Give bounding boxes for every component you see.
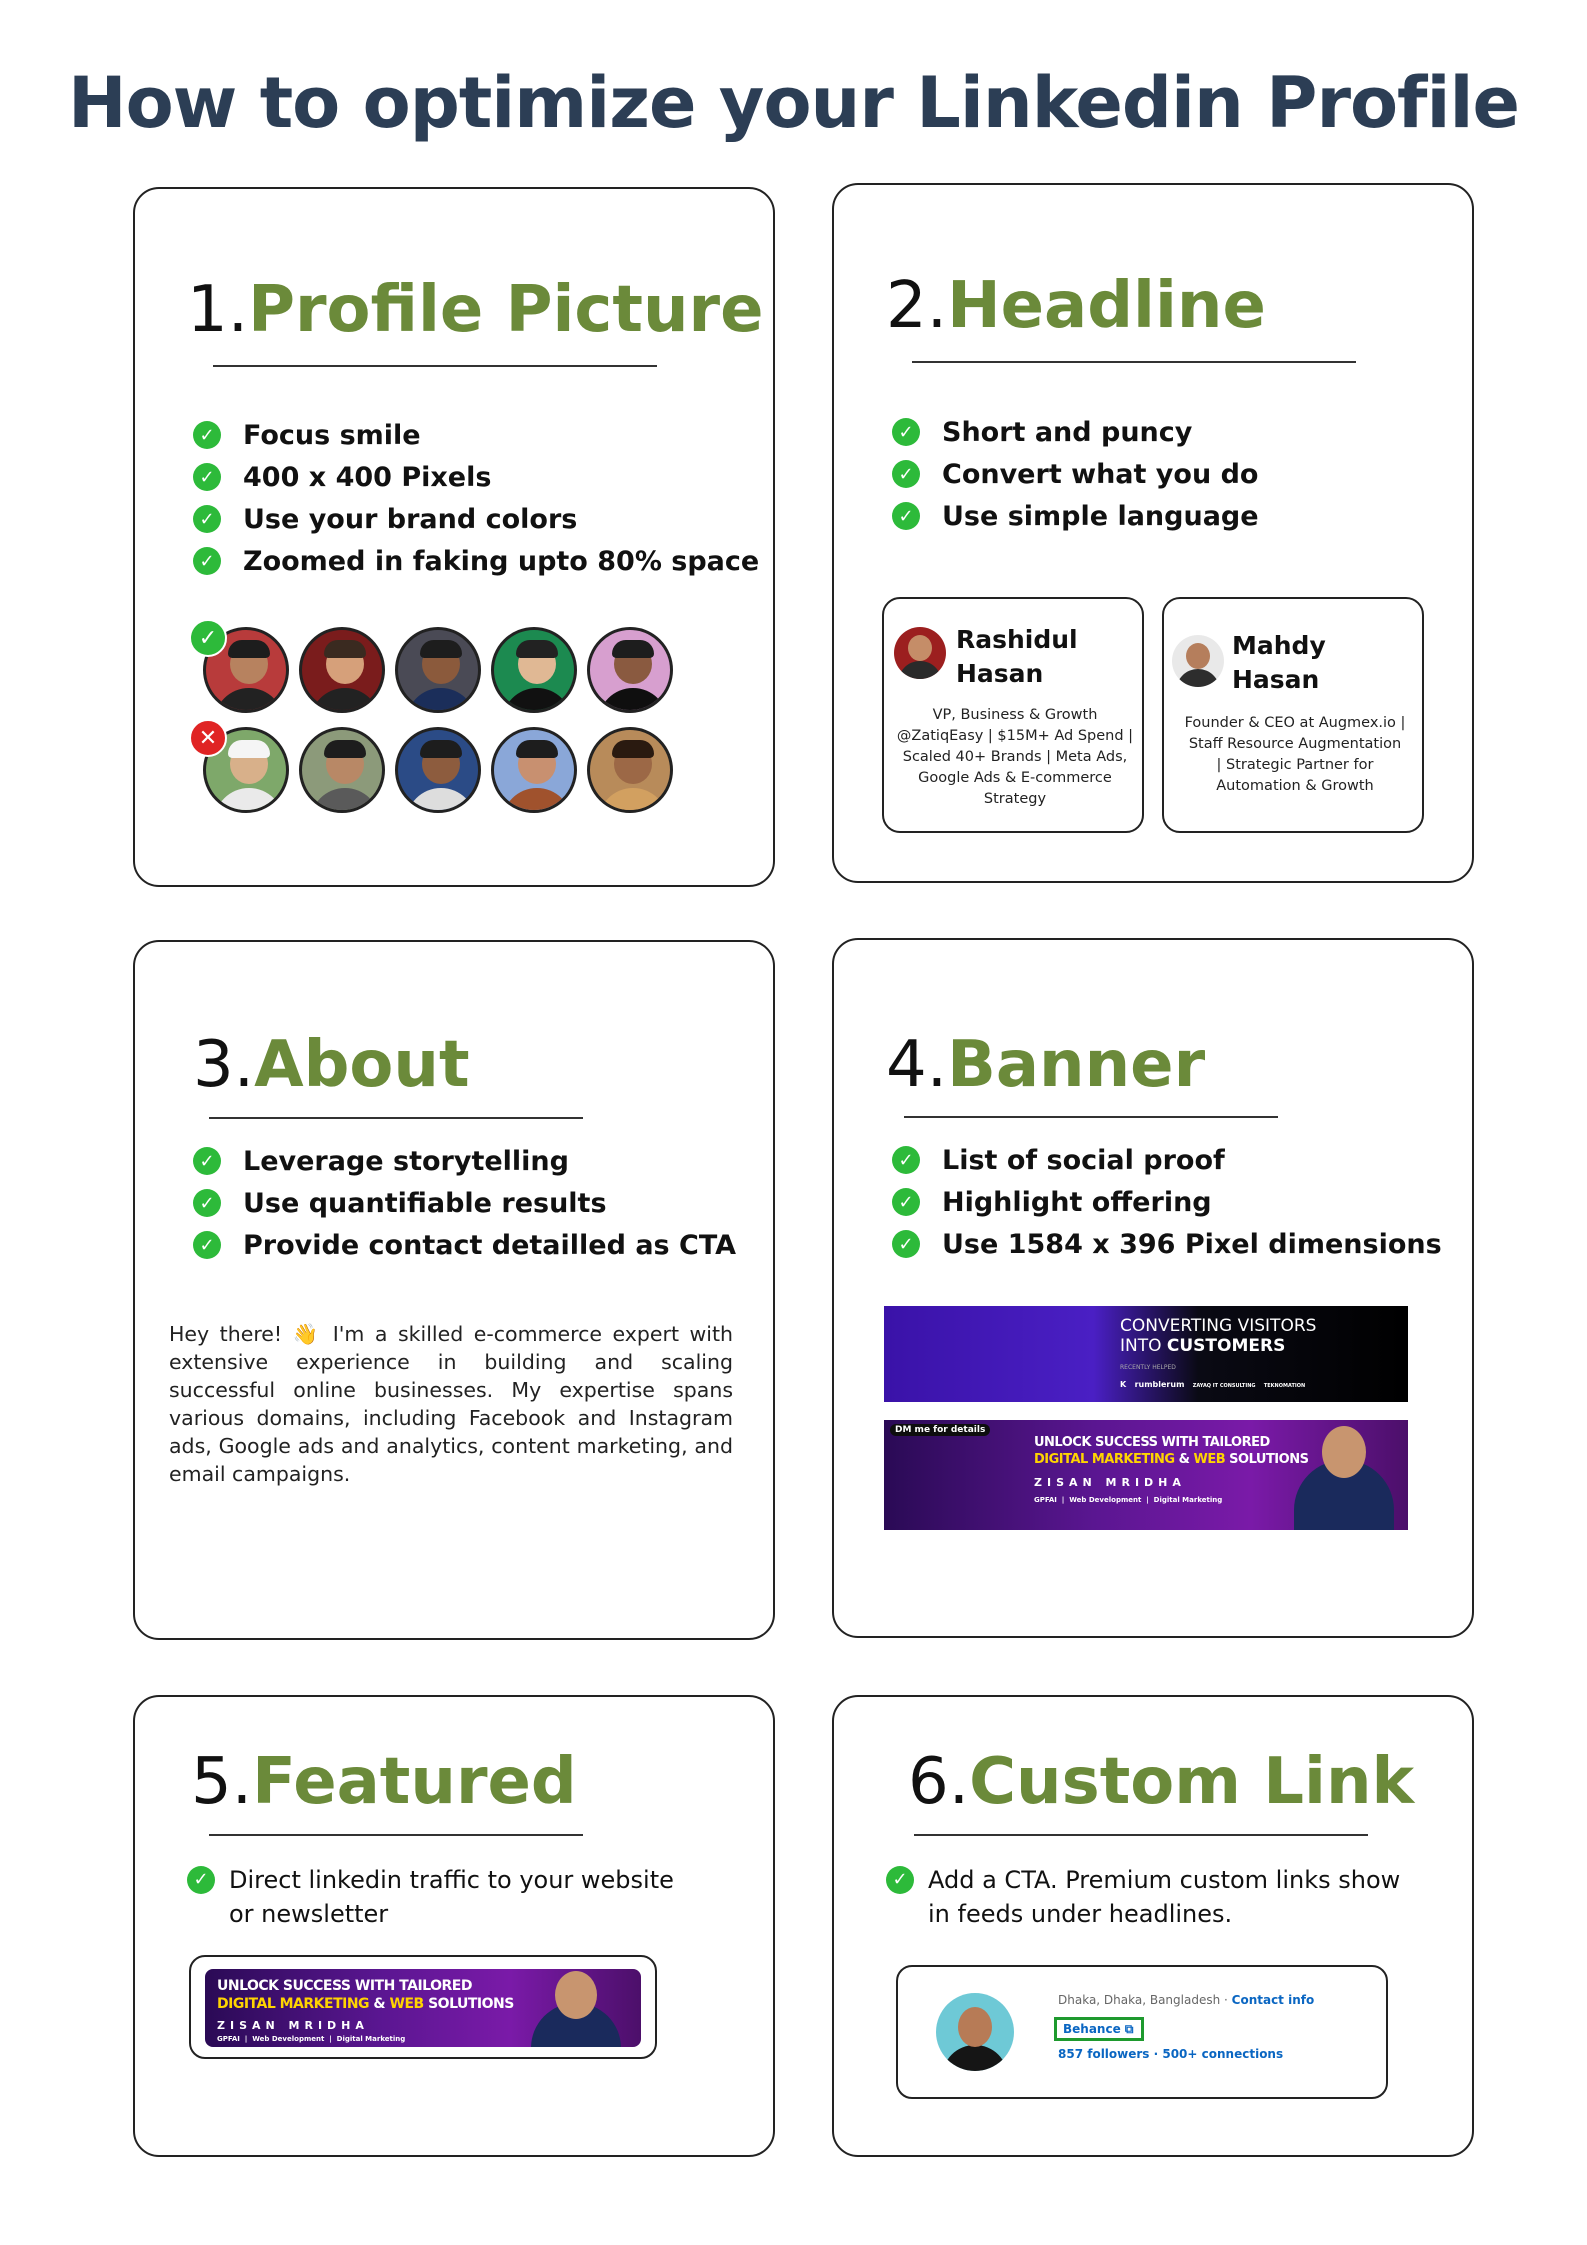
banner-person-head — [555, 1971, 597, 2019]
check-icon: ✓ — [193, 421, 221, 449]
check-icon: ✓ — [193, 547, 221, 575]
section-number: 2. — [886, 269, 948, 343]
check-icon: ✓ — [187, 1866, 215, 1894]
check-icon: ✓ — [886, 1866, 914, 1894]
bullet-item: ✓ Zoomed in faking upto 80% space — [193, 540, 759, 582]
banner-tags: GPFAI | Web Development | Digital Marketing — [217, 2035, 406, 2043]
section-title — [908, 1745, 1414, 1819]
bullet-item: ✓ Leverage storytelling — [193, 1140, 736, 1182]
example-name: Rashidul Hasan — [956, 625, 1078, 688]
bullet-list — [193, 1140, 736, 1266]
check-icon: ✓ — [892, 502, 920, 530]
bullet-item: ✓ Provide contact detailled as CTA — [193, 1224, 736, 1266]
profile-followers[interactable]: 857 followers · 500+ connections — [1058, 2047, 1284, 2061]
featured-frame[interactable] — [189, 1955, 657, 2059]
section-name: Profile Picture — [248, 273, 764, 347]
card-featured — [133, 1695, 775, 2157]
check-icon: ✓ — [189, 619, 227, 657]
bullet-item: ✓ Add a CTA. Premium custom links show in feeds under headlines. — [886, 1863, 1400, 1931]
banner-headline: CONVERTING VISITORS INTO CUSTOMERS — [1120, 1316, 1317, 1356]
example-name: Mahdy Hasan — [1232, 631, 1326, 694]
card-banner — [832, 938, 1474, 1638]
about-sample-text: Hey there! 👋 I'm a skilled e-commerce expert with extensive experience in building and scaling successful online businesses. My expertise spans various domains, including Facebook and Instagram ads, Google ads and analytics, content marketing, and email campaigns. — [169, 1322, 733, 1486]
card-headline — [832, 183, 1474, 883]
section-name: Headline — [947, 269, 1266, 343]
section-number: 3. — [193, 1028, 255, 1102]
bullet-item: ✓ Use simple language — [892, 495, 1259, 537]
card-profile-picture — [133, 187, 775, 887]
section-number: 4. — [886, 1028, 948, 1102]
avatar-good-3 — [395, 627, 481, 713]
section-number: 6. — [908, 1745, 970, 1819]
section-number: 5. — [191, 1745, 253, 1819]
section-title — [191, 1745, 577, 1819]
banner-tags: GPFAI | Web Development | Digital Marketing — [1034, 1496, 1223, 1504]
bullet-item: ✓ Convert what you do — [892, 453, 1259, 495]
title-underline — [912, 361, 1356, 363]
banner-headline: UNLOCK SUCCESS WITH TAILORED DIGITAL MARKETING & WEB SOLUTIONS — [1034, 1435, 1309, 1467]
section-title — [187, 273, 763, 347]
avatar-good-2 — [299, 627, 385, 713]
bullet-list — [892, 1139, 1442, 1265]
bullet-item: ✓ Use your brand colors — [193, 498, 759, 540]
check-icon: ✓ — [892, 1146, 920, 1174]
check-icon: ✓ — [193, 463, 221, 491]
profile-preview — [896, 1965, 1388, 2099]
title-underline — [914, 1834, 1368, 1836]
avatar-good-4 — [491, 627, 577, 713]
section-name: Custom Link — [969, 1745, 1415, 1819]
check-icon: ✓ — [193, 1231, 221, 1259]
profile-photo — [1172, 635, 1224, 687]
section-name: Banner — [947, 1028, 1206, 1102]
profile-photo — [936, 1993, 1014, 2071]
title-underline — [209, 1117, 583, 1119]
check-icon: ✓ — [892, 418, 920, 446]
headline-example-2 — [1162, 597, 1424, 833]
card-about — [133, 940, 775, 1640]
custom-link-highlight[interactable]: Behance ⧉ — [1054, 2017, 1144, 2041]
bullet-item: ✓ 400 x 400 Pixels — [193, 456, 759, 498]
banner-headline: UNLOCK SUCCESS WITH TAILORED DIGITAL MARKETING & WEB SOLUTIONS — [217, 1978, 514, 2012]
avatar-bad-2 — [299, 727, 385, 813]
check-icon: ✓ — [892, 1188, 920, 1216]
section-title — [886, 269, 1266, 343]
title-underline — [213, 365, 657, 367]
bullet-item: ✓ Direct linkedin traffic to your website or newsletter — [187, 1863, 674, 1931]
avatar-bad-4 — [491, 727, 577, 813]
featured-banner — [205, 1969, 641, 2047]
check-icon: ✓ — [193, 505, 221, 533]
page-title: How to optimize your Linkedin Profile — [68, 62, 1519, 144]
profile-location-line: Dhaka, Dhaka, Bangladesh · Contact info — [1058, 1993, 1315, 2007]
banner-name: ZISAN MRIDHA — [1034, 1476, 1186, 1489]
bullet-item: ✓ Use 1584 x 396 Pixel dimensions — [892, 1223, 1442, 1265]
title-underline — [904, 1116, 1278, 1118]
bullet-item: ✓ Highlight offering — [892, 1181, 1442, 1223]
example-headline: VP, Business & Growth @ZatiqEasy | $15M+ Ad Spend | Scaled 40+ Brands | Meta Ads, Google Ads & E-commerce Strategy — [896, 707, 1134, 807]
external-link-icon: ⧉ — [1124, 2022, 1134, 2036]
bullet-item: ✓ List of social proof — [892, 1139, 1442, 1181]
banner-example-1 — [884, 1306, 1408, 1402]
banner-example-2 — [884, 1420, 1408, 1530]
profile-photo — [894, 627, 946, 679]
check-icon: ✓ — [892, 460, 920, 488]
bullet-item: ✓ Use quantifiable results — [193, 1182, 736, 1224]
section-name: About — [254, 1028, 470, 1102]
check-icon: ✓ — [193, 1147, 221, 1175]
section-title — [886, 1028, 1205, 1102]
dm-badge: DM me for details — [890, 1424, 990, 1436]
bullet-list — [892, 411, 1259, 537]
section-title — [193, 1028, 470, 1102]
avatar-good-5 — [587, 627, 673, 713]
banner-logos: K rumblerum ZAYAQ IT CONSULTING TEKNOMATION — [1120, 1380, 1306, 1389]
section-name: Featured — [252, 1745, 577, 1819]
banner-small-label: RECENTLY HELPED — [1120, 1364, 1176, 1371]
check-icon: ✓ — [193, 1189, 221, 1217]
contact-info-link[interactable]: Contact info — [1231, 1993, 1315, 2007]
bullet-list — [193, 414, 759, 582]
bullet-item: ✓ Focus smile — [193, 414, 759, 456]
x-icon: ✕ — [189, 719, 227, 757]
headline-example-1 — [882, 597, 1144, 833]
bullet-item: ✓ Short and puncy — [892, 411, 1259, 453]
section-number: 1. — [187, 273, 249, 347]
title-underline — [209, 1834, 583, 1836]
check-icon: ✓ — [892, 1230, 920, 1258]
avatar-bad-3 — [395, 727, 481, 813]
avatar-bad-5 — [587, 727, 673, 813]
banner-name: ZISAN MRIDHA — [217, 2019, 369, 2032]
card-custom-link — [832, 1695, 1474, 2157]
example-headline: Founder & CEO at Augmex.io | Staff Resource Augmentation | Strategic Partner for Automation & Growth — [1184, 715, 1406, 794]
banner-person-head — [1322, 1426, 1366, 1478]
